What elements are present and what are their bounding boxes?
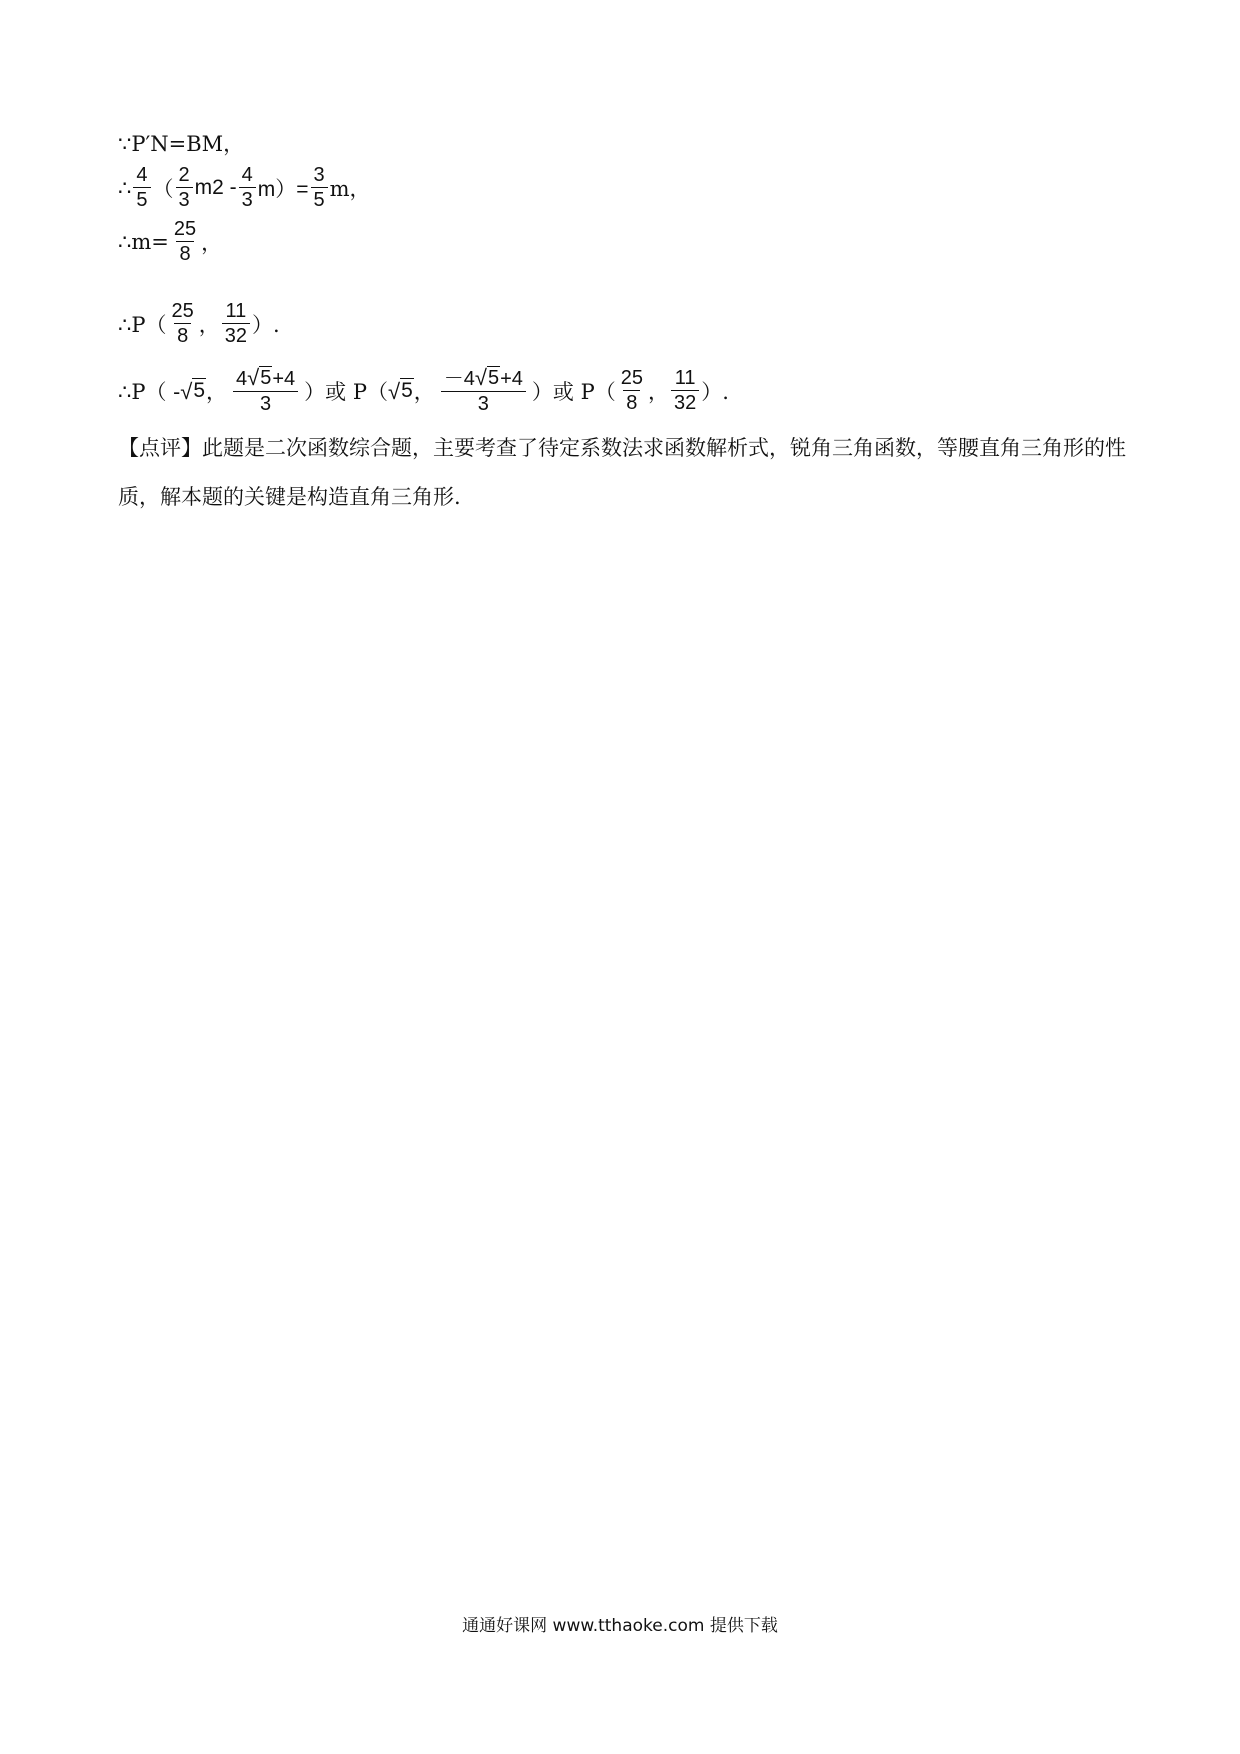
expr-text: m）=: [257, 177, 309, 201]
comment-paragraph: [118, 424, 1128, 522]
expr-text: ）.: [701, 379, 729, 404]
paren: （: [152, 176, 174, 201]
fraction: $\frac{4}{5}$: [133, 164, 150, 211]
expr-text: ，: [201, 230, 223, 255]
line-4: [118, 300, 280, 347]
expr-text: ）或 P（: [304, 379, 388, 404]
therefore-symbol: ∴: [118, 175, 132, 200]
square-root: √ 5: [180, 378, 206, 404]
fraction: $\frac{2}{3}$: [176, 164, 193, 211]
fraction: 4 √ 5 +4 3: [233, 366, 298, 415]
expr-text: ，: [206, 379, 228, 404]
expr-text: ，: [413, 379, 435, 404]
expr-text: m2 -: [194, 175, 237, 199]
fraction: $\frac{25}{8}$: [171, 300, 194, 347]
fraction: $\frac{25}{8}$: [173, 218, 197, 265]
expr-text: ，: [198, 312, 220, 337]
expr-text: ∴P（: [118, 312, 167, 337]
fraction: $\frac{25}{8}$: [620, 367, 643, 414]
fraction: $\frac{11}{32}$: [222, 300, 250, 347]
line-1-text: ∵P′N=BM，: [118, 132, 245, 156]
fraction: $\frac{11}{32}$: [671, 367, 699, 414]
fraction: －4 √ 5 +4 3: [441, 366, 526, 415]
line-2: [118, 164, 371, 211]
expr-text: ）或 P（: [531, 379, 616, 404]
footer-source: 通通好课网 www.tthaoke.com 提供下载: [462, 1616, 778, 1636]
expr-text: ∴P（ -: [118, 379, 181, 404]
square-root: √ 5: [387, 378, 413, 404]
expr-text: ，: [647, 379, 669, 404]
comment-text: 此题是二次函数综合题，主要考查了待定系数法求函数解析式，锐角三角函数，等腰直角三角形的性质，解本题的关键是构造直角三角形.: [118, 436, 1126, 509]
line-5: [118, 366, 729, 415]
expr-text: m，: [329, 176, 371, 201]
comment-tag: 【点评】: [118, 436, 202, 460]
expr-text: ）.: [252, 312, 280, 337]
expr-text: ∴m=: [118, 229, 169, 254]
fraction: $\frac{4}{3}$: [239, 164, 256, 211]
fraction: $\frac{3}{5}$: [311, 164, 328, 211]
line-3: [118, 218, 222, 265]
line-1: [118, 128, 244, 158]
